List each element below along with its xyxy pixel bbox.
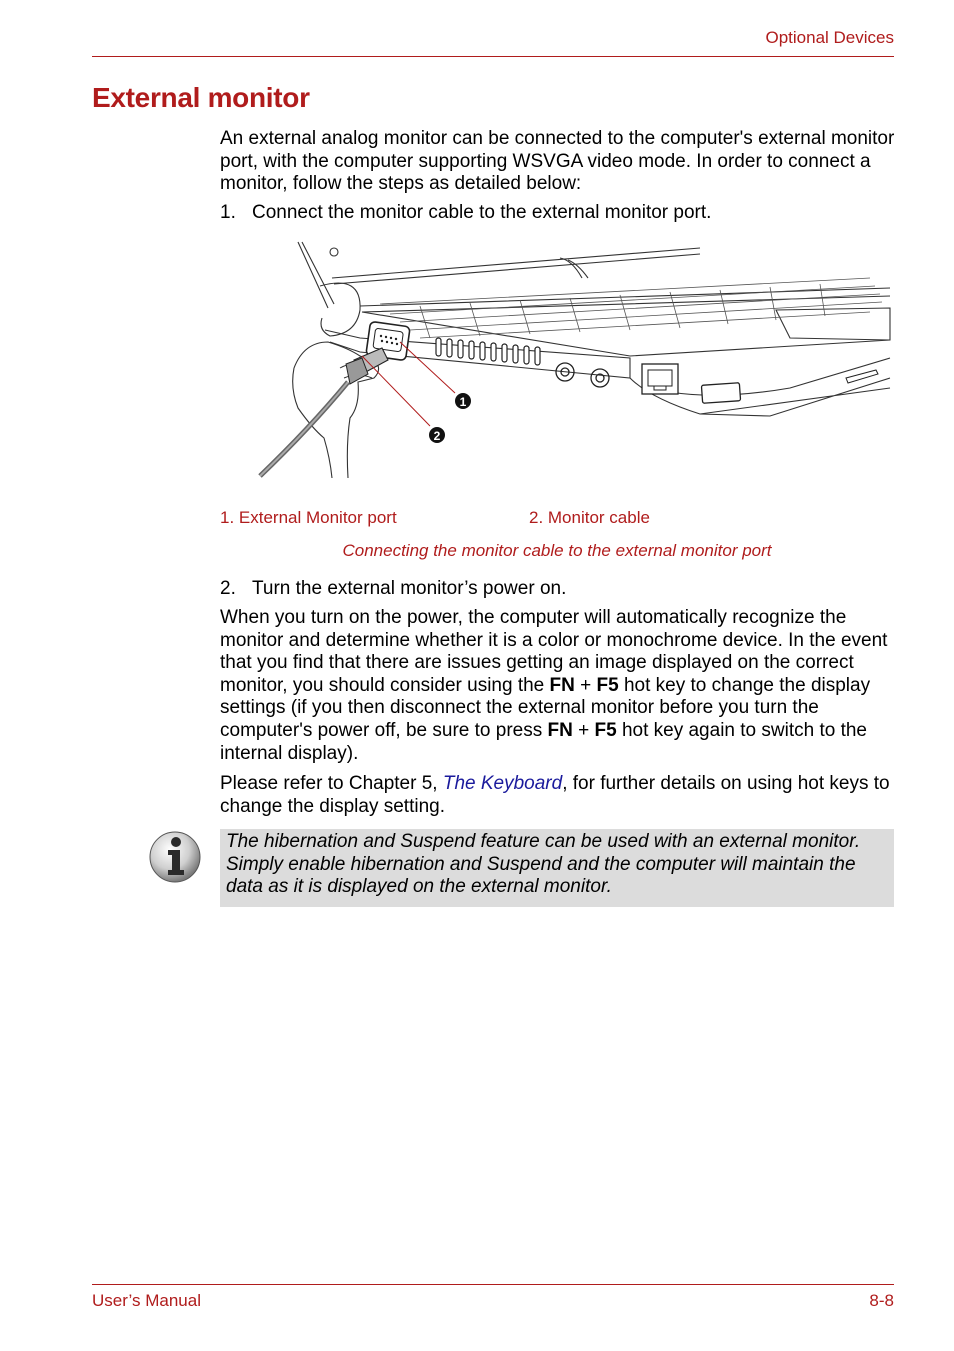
paragraph-text: hot key to change the display settings (if you then disconnect the external monitor before you turn the computer's power off, be sure to press (220, 674, 871, 741)
paragraph-text: When you turn on the power, the computer will automatically recognize the monitor and determine whether it is a color or monochrome device. In the event that you find that there are issues getting an image displayed on the correct monitor, you should consider using the (220, 607, 888, 696)
figure-label-1: 1. External Monitor port (220, 508, 397, 527)
callout-1 (455, 393, 471, 409)
section-title: External monitor (92, 82, 310, 113)
step-2-number: 2. (220, 578, 236, 599)
info-icon (148, 830, 202, 884)
key-fn: FN (547, 719, 573, 741)
laptop-monitor-port-illustration (250, 238, 894, 483)
figure-caption: Connecting the monitor cable to the external monitor port (342, 541, 772, 560)
key-f5: F5 (596, 674, 619, 696)
step-2 (220, 578, 566, 600)
note-text: The hibernation and Suspend feature can be used with an external monitor. Simply enable hibernation and Suspend and the computer will maintain the data as it is displayed on the external monitor. (226, 831, 861, 898)
figure-label-2: 2. Monitor cable (529, 508, 650, 527)
paragraph-text: , for further details on using hot keys to change the display setting. (220, 773, 890, 817)
footer-manual-title: User’s Manual (92, 1291, 201, 1310)
callout-1-number: 1 (459, 395, 467, 409)
key-f5: F5 (594, 719, 617, 741)
intro-paragraph: An external analog monitor can be connected to the computer's external monitor port, with the computer supporting WSVGA video mode. In order to connect a monitor, follow the steps as detailed below: (220, 128, 895, 195)
reference-paragraph (220, 773, 900, 818)
step-1-number: 1. (220, 202, 236, 223)
plus-sign: + (574, 674, 597, 696)
key-fn: FN (549, 674, 575, 696)
header-rule (92, 56, 894, 57)
footer-rule (92, 1284, 894, 1285)
step-1 (220, 202, 711, 224)
plus-sign: + (572, 719, 595, 741)
page-number: 8-8 (869, 1291, 894, 1310)
step-2-text: Turn the external monitor’s power on. (252, 578, 567, 599)
paragraph-text: hot key again to switch to the internal display). (220, 719, 867, 764)
running-header: Optional Devices (765, 28, 894, 47)
paragraph-text: Please refer to Chapter 5, (220, 773, 443, 794)
keyboard-chapter-link[interactable]: The Keyboard (442, 773, 563, 794)
callout-2 (429, 427, 445, 443)
step-1-text: Connect the monitor cable to the external monitor port. (252, 202, 712, 223)
power-on-paragraph (220, 607, 900, 765)
callout-2-number: 2 (433, 429, 441, 443)
